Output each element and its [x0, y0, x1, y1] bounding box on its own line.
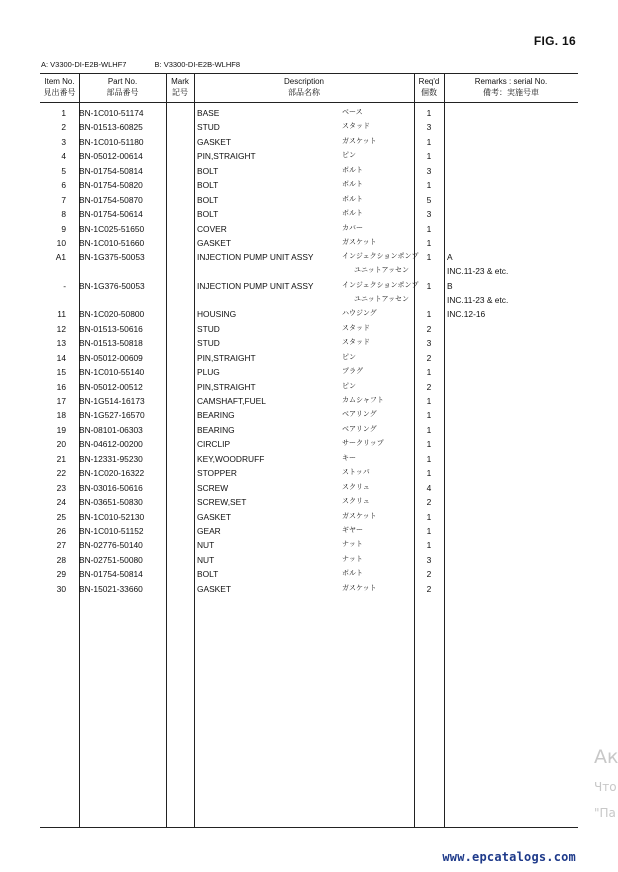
table-row — [40, 423, 578, 437]
cell-part-no: BN-15021-33660 — [79, 583, 143, 594]
jp-name-line1: ベアリング — [342, 425, 377, 433]
cell-qty: 3 — [426, 338, 432, 349]
cell-qty: 1 — [426, 180, 432, 191]
cell-qty: 1 — [426, 367, 432, 378]
table-row — [40, 164, 578, 178]
remarks-line2: INC.11-23 & etc. — [447, 266, 509, 277]
cell-item-no: A1 — [55, 252, 66, 263]
cell-description: BOLT — [197, 165, 219, 176]
cell-qty: 1 — [426, 439, 432, 450]
cell-part-no: BN-1G375-50053 — [79, 252, 145, 263]
jp-name-line1: スクリュ — [342, 483, 370, 491]
header-remarks — [444, 76, 578, 98]
jp-name-line1: ガスケット — [342, 584, 377, 592]
cell-part-no: BN-1C020-50800 — [79, 309, 145, 320]
cell-qty: 5 — [426, 194, 432, 205]
jp-name-line1: ベアリング — [342, 411, 377, 419]
table-row — [40, 481, 578, 495]
jp-name-line1: インジェクションポンプ — [342, 281, 419, 289]
table-row — [40, 452, 578, 466]
cell-description: PIN,STRAIGHT — [197, 151, 256, 162]
table-row — [40, 408, 578, 422]
cell-part-no: BN-12331-95230 — [79, 453, 143, 464]
table-row — [40, 106, 578, 120]
table-body — [40, 106, 578, 596]
cell-description-jp — [342, 481, 370, 495]
jp-name-line1: キー — [342, 454, 356, 462]
cell-description-jp — [342, 553, 363, 567]
table-header — [40, 74, 578, 103]
cell-description-jp — [342, 193, 363, 207]
table-row — [40, 149, 578, 163]
cell-description-jp — [342, 452, 356, 466]
cell-part-no: BN-02751-50080 — [79, 554, 143, 565]
cell-description-jp — [342, 222, 363, 236]
parts-table — [40, 73, 578, 828]
cell-description-jp — [342, 178, 363, 192]
cell-qty: 1 — [426, 136, 432, 147]
jp-name-line1: ボルト — [342, 181, 363, 189]
cell-description-jp — [342, 307, 377, 321]
cell-part-no: BN-01754-50614 — [79, 209, 143, 220]
jp-name-line2: ユニットアッセン — [354, 267, 410, 275]
cell-description-jp — [342, 408, 377, 422]
cell-item-no: 28 — [56, 554, 66, 565]
table-row — [40, 524, 578, 538]
cell-part-no: BN-1C010-52130 — [79, 511, 145, 522]
cell-description-jp — [342, 279, 419, 307]
cell-description: NUT — [197, 540, 215, 551]
cell-qty: 1 — [426, 280, 432, 291]
cell-part-no: BN-1C010-51174 — [79, 108, 144, 118]
cell-item-no: 24 — [56, 497, 66, 508]
cell-item-no: 16 — [56, 381, 66, 392]
cell-item-no: 11 — [57, 309, 66, 320]
cell-qty: 1 — [426, 309, 432, 320]
cell-qty: 3 — [426, 554, 432, 565]
cell-description-jp — [342, 207, 363, 221]
cell-item-no: 2 — [61, 122, 66, 133]
header-part-en: Part No. — [107, 77, 138, 86]
model-legend — [41, 60, 266, 69]
table-row — [40, 135, 578, 149]
header-item-no — [40, 76, 79, 98]
table-row — [40, 495, 578, 509]
jp-name-line1: ピン — [342, 152, 356, 160]
cell-item-no: 4 — [61, 151, 66, 162]
jp-name-line1: スクリュ — [342, 498, 370, 506]
header-description — [194, 76, 414, 98]
watermark-text: Что — [594, 780, 617, 794]
cell-item-no: 25 — [56, 511, 66, 522]
cell-item-no: 12 — [56, 323, 66, 334]
cell-description-jp — [342, 567, 363, 581]
cell-part-no: BN-03651-50830 — [79, 497, 143, 508]
cell-qty: 1 — [426, 468, 432, 479]
cell-qty: 2 — [426, 497, 432, 508]
cell-item-no: 17 — [56, 396, 66, 406]
jp-name-line1: スタッド — [342, 123, 370, 131]
cell-description: STUD — [197, 122, 220, 133]
cell-item-no: 21 — [56, 453, 66, 464]
table-row — [40, 207, 578, 221]
jp-name-line1: ピン — [342, 353, 356, 361]
cell-description-jp — [342, 495, 370, 509]
cell-description-jp — [342, 250, 419, 278]
cell-qty: 2 — [426, 323, 432, 334]
header-mark-jp: 記号 — [172, 88, 188, 97]
table-row — [40, 222, 578, 236]
cell-item-no: 10 — [56, 237, 66, 248]
jp-name-line1: ナット — [342, 555, 363, 563]
cell-remarks — [447, 307, 485, 321]
cell-description: GASKET — [197, 583, 231, 594]
table-row — [40, 351, 578, 365]
header-rem-jp: 備考：実施号車 — [483, 88, 539, 97]
table-row — [40, 466, 578, 480]
header-qty — [414, 76, 444, 98]
table-row — [40, 582, 578, 596]
cell-qty: 2 — [426, 583, 432, 594]
header-qty-en: Req'd — [418, 77, 440, 86]
cell-description-jp — [342, 351, 356, 365]
table-row — [40, 538, 578, 552]
cell-part-no: BN-04612-00200 — [79, 439, 143, 450]
header-desc-en: Description — [283, 77, 324, 86]
cell-description: BOLT — [197, 209, 219, 220]
watermark-text: "Па — [594, 806, 616, 820]
cell-qty: 1 — [426, 252, 432, 263]
table-row — [40, 193, 578, 207]
jp-name-line1: ストッパ — [342, 469, 370, 477]
cell-part-no: BN-1G527-16570 — [79, 410, 145, 421]
table-row — [40, 553, 578, 567]
jp-name-line1: ボルト — [342, 195, 363, 203]
cell-part-no: BN-1C010-51180 — [79, 136, 144, 147]
table-row — [40, 178, 578, 192]
cell-description: INJECTION PUMP UNIT ASSY — [197, 252, 314, 263]
cell-description: NUT — [197, 554, 215, 565]
cell-item-no: 27 — [56, 540, 66, 551]
cell-item-no: 23 — [56, 482, 66, 493]
footer-url[interactable]: www.epcatalogs.com — [442, 850, 576, 864]
jp-name-line1: ピン — [342, 382, 356, 390]
cell-qty: 3 — [426, 209, 432, 220]
cell-part-no: BN-02776-50140 — [79, 540, 143, 551]
jp-name-line1: ハウジング — [342, 310, 377, 318]
header-item-jp: 見出番号 — [43, 88, 76, 97]
jp-name-line1: プラグ — [342, 368, 363, 376]
cell-description-jp — [342, 437, 384, 451]
cell-description-jp — [342, 423, 377, 437]
cell-part-no: BN-01754-50820 — [79, 180, 143, 191]
table-row — [40, 322, 578, 336]
header-mark-en: Mark — [171, 77, 189, 86]
cell-description-jp — [342, 106, 363, 120]
cell-part-no: BN-01754-50814 — [79, 165, 143, 176]
table-row — [40, 394, 578, 408]
table-row — [40, 336, 578, 350]
cell-description-jp — [342, 336, 370, 350]
cell-part-no: BN-1C025-51650 — [79, 223, 145, 234]
cell-description: GEAR — [197, 525, 221, 536]
cell-description: KEY,WOODRUFF — [197, 453, 265, 464]
cell-item-no: 18 — [56, 410, 66, 421]
model-b-label: B: V3300-DI-E2B-WLHF8 — [154, 60, 240, 69]
jp-name-line1: ガスケット — [342, 238, 377, 246]
remarks-line1: B — [447, 280, 453, 291]
jp-name-line1: ガスケット — [342, 137, 377, 145]
cell-part-no: BN-1G514-16173 — [79, 396, 145, 406]
table-row — [40, 567, 578, 581]
cell-description: PIN,STRAIGHT — [197, 381, 256, 392]
cell-part-no: BN-1C010-51152 — [79, 525, 144, 536]
cell-description-jp — [342, 538, 363, 552]
remarks-line2: INC.11-23 & etc. — [447, 294, 509, 305]
table-row — [40, 120, 578, 134]
cell-description-jp — [342, 322, 370, 336]
cell-qty: 1 — [426, 396, 432, 406]
table-row — [40, 307, 578, 321]
table-row — [40, 236, 578, 250]
cell-part-no: BN-1C010-51660 — [79, 237, 145, 248]
cell-description: BOLT — [197, 569, 219, 580]
cell-qty: 3 — [426, 122, 432, 133]
cell-qty: 2 — [426, 569, 432, 580]
cell-description: INJECTION PUMP UNIT ASSY — [197, 280, 314, 291]
cell-description: COVER — [197, 223, 227, 234]
cell-item-no: 15 — [56, 367, 66, 378]
jp-name-line1: サークリップ — [342, 440, 384, 448]
cell-part-no: BN-01754-50814 — [79, 569, 143, 580]
cell-description-jp — [342, 380, 356, 394]
jp-name-line1: ナット — [342, 541, 363, 549]
cell-description-jp — [342, 510, 377, 524]
cell-qty: 1 — [426, 223, 432, 234]
cell-qty: 2 — [426, 352, 432, 363]
jp-name-line1: スタッド — [342, 339, 370, 347]
cell-qty: 1 — [426, 453, 432, 464]
cell-description: SCREW,SET — [197, 497, 247, 508]
cell-part-no: BN-01754-50870 — [79, 194, 143, 205]
cell-description: PIN,STRAIGHT — [197, 352, 256, 363]
cell-part-no: BN-05012-00614 — [79, 151, 143, 162]
cell-qty: 2 — [426, 381, 432, 392]
cell-description-jp — [342, 120, 370, 134]
cell-description: BOLT — [197, 180, 219, 191]
cell-part-no: BN-03016-50616 — [79, 482, 143, 493]
header-rem-en: Remarks : serial No. — [474, 77, 548, 86]
cell-remarks — [447, 250, 508, 278]
cell-description: HOUSING — [197, 309, 237, 320]
cell-qty: 3 — [426, 165, 432, 176]
table-row — [40, 510, 578, 524]
jp-name-line1: ボルト — [342, 166, 363, 174]
cell-description: PLUG — [197, 367, 220, 378]
header-desc-jp: 部品名称 — [288, 88, 320, 97]
jp-name-line1: ギヤー — [342, 526, 363, 534]
header-qty-jp: 個数 — [421, 88, 437, 97]
cell-item-no: 8 — [61, 209, 66, 220]
cell-description: SCREW — [197, 482, 229, 493]
cell-qty: 1 — [426, 511, 432, 522]
cell-item-no: 7 — [61, 194, 66, 205]
jp-name-line2: ユニットアッセン — [354, 295, 410, 303]
cell-description-jp — [342, 164, 363, 178]
cell-description: BASE — [197, 108, 220, 118]
cell-qty: 1 — [426, 410, 432, 421]
cell-remarks — [447, 279, 508, 307]
cell-description: CIRCLIP — [197, 439, 231, 450]
header-part-jp: 部品番号 — [106, 88, 139, 97]
cell-item-no: 30 — [56, 583, 66, 594]
watermark-text: Ак — [594, 746, 618, 768]
cell-item-no: 13 — [56, 338, 66, 349]
table-row — [40, 250, 578, 279]
table-row — [40, 365, 578, 379]
cell-description: BEARING — [197, 424, 235, 435]
cell-qty: 4 — [426, 482, 432, 493]
cell-part-no: BN-1G376-50053 — [79, 280, 145, 291]
header-item-en: Item No. — [44, 77, 75, 86]
jp-name-line1: ベース — [342, 109, 363, 116]
cell-description-jp — [342, 582, 377, 596]
jp-name-line1: カムシャフト — [342, 397, 384, 404]
cell-item-no: 1 — [61, 108, 66, 118]
jp-name-line1: インジェクションポンプ — [342, 253, 419, 261]
cell-qty: 1 — [426, 237, 432, 248]
cell-description-jp — [342, 135, 377, 149]
table-row — [40, 437, 578, 451]
model-a-label: A: V3300-DI-E2B-WLHF7 — [41, 60, 127, 69]
cell-qty: 1 — [426, 108, 432, 118]
cell-item-no: 5 — [61, 165, 66, 176]
cell-qty: 1 — [426, 540, 432, 551]
cell-part-no: BN-01513-50616 — [79, 323, 143, 334]
cell-part-no: BN-05012-00512 — [79, 381, 143, 392]
cell-description: CAMSHAFT,FUEL — [197, 396, 266, 406]
cell-description: STUD — [197, 338, 220, 349]
jp-name-line1: ボルト — [342, 570, 363, 578]
cell-description: GASKET — [197, 136, 231, 147]
cell-description-jp — [342, 236, 377, 250]
cell-description: STOPPER — [197, 468, 237, 479]
cell-description-jp — [342, 365, 363, 379]
cell-item-no: 20 — [56, 439, 66, 450]
cell-item-no: 3 — [61, 136, 66, 147]
cell-part-no: BN-1C010-55140 — [79, 367, 145, 378]
table-row — [40, 279, 578, 308]
cell-item-no: 9 — [61, 223, 66, 234]
cell-part-no: BN-01513-60825 — [79, 122, 143, 133]
cell-description: GASKET — [197, 511, 231, 522]
jp-name-line1: ボルト — [342, 210, 363, 218]
cell-description-jp — [342, 466, 370, 480]
jp-name-line1: ガスケット — [342, 512, 377, 520]
header-part-no — [79, 76, 166, 98]
cell-description: STUD — [197, 323, 220, 334]
cell-description: BEARING — [197, 410, 235, 421]
cell-qty: 1 — [426, 525, 432, 536]
jp-name-line1: カバー — [342, 224, 363, 232]
cell-description-jp — [342, 394, 384, 408]
cell-item-no: 6 — [61, 180, 66, 191]
cell-description-jp — [342, 149, 356, 163]
jp-name-line1: スタッド — [342, 324, 370, 332]
cell-part-no: BN-05012-00609 — [79, 352, 143, 363]
remarks-line1: INC.12-16 — [447, 309, 486, 320]
cell-description-jp — [342, 524, 363, 538]
cell-item-no: 22 — [56, 468, 66, 479]
cell-item-no: 26 — [56, 525, 66, 536]
cell-part-no: BN-1C020-16322 — [79, 468, 145, 479]
cell-item-no: 14 — [56, 352, 66, 363]
remarks-line1: A — [447, 252, 453, 263]
header-mark — [166, 76, 194, 98]
table-row — [40, 380, 578, 394]
cell-description: GASKET — [197, 237, 231, 248]
figure-label: FIG. 16 — [533, 34, 576, 48]
cell-item-no: 19 — [56, 424, 66, 435]
cell-qty: 1 — [426, 424, 432, 435]
cell-item-no: - — [63, 280, 66, 291]
cell-part-no: BN-08101-06303 — [79, 424, 143, 435]
cell-item-no: 29 — [56, 569, 66, 580]
cell-qty: 1 — [426, 151, 432, 162]
cell-part-no: BN-01513-50818 — [79, 338, 143, 349]
cell-description: BOLT — [197, 194, 219, 205]
